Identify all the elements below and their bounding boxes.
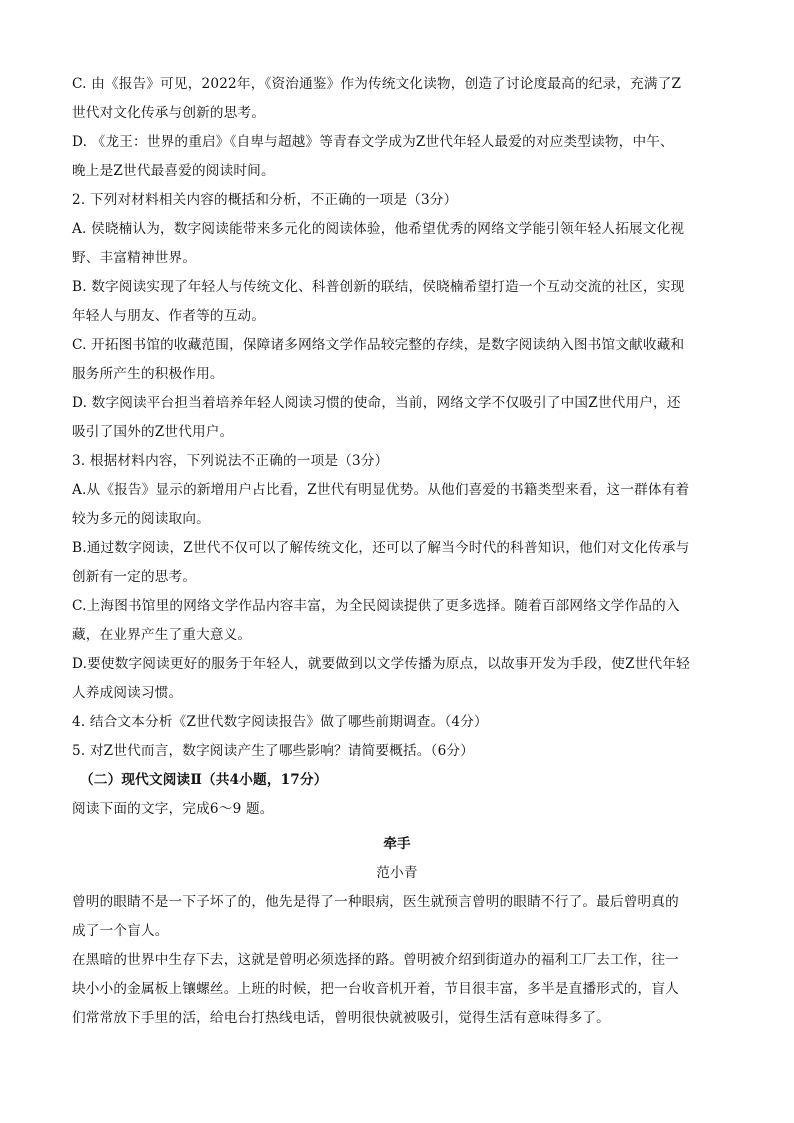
section-heading: （二）现代文阅读Ⅱ（共4小题，17分） (80, 772, 328, 788)
story-paragraph (72, 946, 722, 1033)
text-line: B.通过数字阅读，Z世代不仅可以了解传统文化，还可以了解当今时代的科普知识，他们对文化传承与 (72, 540, 690, 556)
story-title: 牵手 (383, 836, 411, 852)
text-line: D. 《龙王：世界的重启》《自卑与超越》等青春文学成为Z世代年轻人最爱的对应类型读物，中午、 (72, 134, 674, 150)
text-line: B. 数字阅读实现了年轻人与传统文化、科普创新的联结，侯晓楠希望打造一个互动交流的社区，实现 (72, 279, 685, 295)
story-paragraph (72, 888, 722, 946)
question-paragraph (72, 650, 722, 708)
question-paragraph (72, 476, 722, 534)
text-line: 晚上是Z世代最喜爱的阅读时间。 (72, 163, 275, 179)
document-page (72, 70, 722, 1033)
instruction-text: 阅读下面的文字，完成6～9 题。 (72, 801, 274, 817)
text-line: 吸引了国外的Z世代用户。 (72, 424, 234, 440)
story-author: 范小青 (376, 865, 418, 881)
text-line: A.从《报告》显示的新增用户占比看，Z世代有明显优势。从他们喜爱的书籍类型来看，这一群体有着 (72, 482, 690, 498)
text-line: 创新有一定的思考。 (72, 569, 197, 585)
text-line: 4. 结合文本分析《Z世代数字阅读报告》做了哪些前期调查。（4分） (72, 714, 488, 730)
text-line: 3. 根据材料内容，下列说法不正确的一项是（3分） (72, 453, 389, 469)
question-paragraph (72, 592, 722, 650)
text-line: 5. 对Z世代而言，数字阅读产生了哪些影响？请简要概括。（6分） (72, 743, 475, 759)
text-line: C.上海图书馆里的网络文学作品内容丰富，为全民阅读提供了更多选择。随着百部网络文学作品的入 (72, 598, 680, 614)
text-line: 在黑暗的世界中生存下去，这就是曾明必须选择的路。曾明被介绍到街道办的福利工厂去工作，往一 (72, 952, 679, 968)
text-line: D. 数字阅读平台担当着培养年轻人阅读习惯的使命，当前，网络文学不仅吸引了中国Z世代用户，还 (72, 395, 681, 411)
question-paragraph (72, 331, 722, 389)
question-paragraph (72, 215, 722, 273)
text-line: 2. 下列对材料相关内容的概括和分析，不正确的一项是（3分） (72, 192, 458, 208)
question-paragraph (72, 186, 722, 215)
question-paragraph (72, 389, 722, 447)
question-paragraph (72, 447, 722, 476)
text-line: 世代对文化传承与创新的思考。 (72, 105, 266, 121)
text-line: 藏，在业界产生了重大意义。 (72, 627, 252, 643)
text-line: 野、丰富精神世界。 (72, 250, 197, 266)
text-line: 曾明的眼睛不是一下子坏了的，他先是得了一种眼病，医生就预言曾明的眼睛不行了。最后曾明真的 (72, 894, 679, 910)
text-line: 年轻人与朋友、作者等的互动。 (72, 308, 266, 324)
text-line: A. 侯晓楠认为，数字阅读能带来多元化的阅读体验，他希望优秀的网络文学能引领年轻人拓展文化视 (72, 221, 685, 237)
text-line: C. 开拓图书馆的收藏范围，保障诸多网络文学作品较完整的存续，是数字阅读纳入图书馆文献收藏和 (72, 337, 685, 353)
text-line: C. 由《报告》可见，2022年，《资治通鉴》作为传统文化读物，创造了讨论度最高的纪录，充满了Z (72, 76, 682, 92)
text-line: 成了一个盲人。 (72, 923, 169, 939)
text-line: 块小小的金属板上镶螺丝。上班的时候，把一台收音机开着，节目很丰富，多半是直播形式的，盲人 (72, 981, 679, 997)
text-line: 较为多元的阅读取向。 (72, 511, 210, 527)
text-line: D.要使数字阅读更好的服务于年轻人，就要做到以文学传播为原点，以故事开发为手段，使Z世代年轻 (72, 656, 690, 672)
question-paragraph (72, 708, 722, 737)
question-paragraph (72, 534, 722, 592)
text-line: 服务所产生的积极作用。 (72, 366, 224, 382)
text-line: 人养成阅读习惯。 (72, 685, 183, 701)
question-paragraph (72, 70, 722, 128)
text-line: 们常常放下手里的活，给电台打热线电话，曾明很快就被吸引，觉得生活有意味得多了。 (72, 1010, 610, 1026)
question-paragraph (72, 273, 722, 331)
question-paragraph (72, 128, 722, 186)
question-paragraph (72, 737, 722, 766)
